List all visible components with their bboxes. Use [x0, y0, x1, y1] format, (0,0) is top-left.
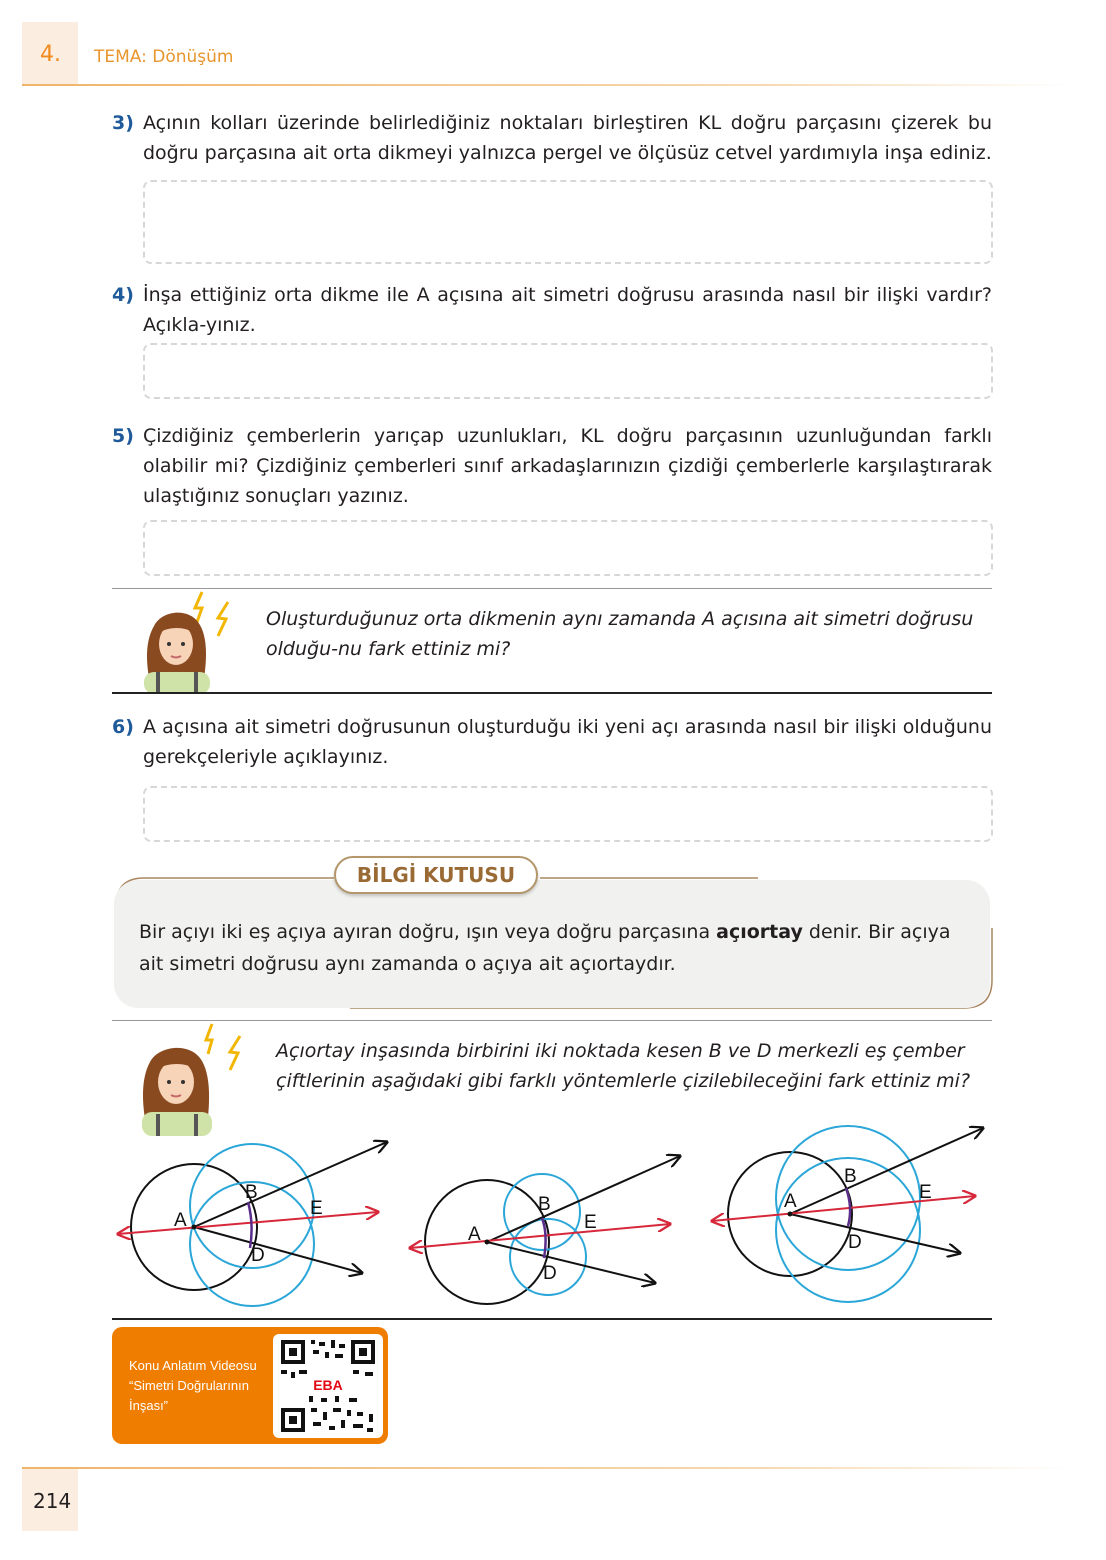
- label-a: A: [784, 1191, 797, 1212]
- info-box-text: [139, 916, 979, 980]
- unit-number-tab: [22, 22, 78, 86]
- girl-illustration-2: [140, 1020, 250, 1136]
- label-e: E: [584, 1212, 597, 1233]
- label-a: A: [174, 1210, 187, 1231]
- header-divider: [22, 84, 1072, 86]
- qr-brand-logo: EBA: [313, 1377, 343, 1393]
- question-number: 5): [112, 425, 134, 447]
- lightning-icon: [206, 1024, 212, 1054]
- note-text-1: Oluşturduğunuz orta dikmenin aynı zamanda A açısına ait simetri doğrusu olduğu-nu fark ettiniz mi?: [266, 608, 974, 660]
- info-box-title: BİLGİ KUTUSU: [334, 856, 538, 894]
- label-d: D: [543, 1263, 557, 1284]
- info-bold-term: açıortay: [716, 921, 803, 943]
- question-text: Çizdiğiniz çemberlerin yarıçap uzunlukları, KL doğru parçasının uzunluğundan farklı olabilir mi? Çizdiğiniz çemberleri sınıf arkadaşlarınızın çizdiği çemberlerle karşılaştırarak ulaştığınız sonuçları yazınız.: [143, 425, 992, 507]
- bisector-figures: [100, 1120, 1000, 1310]
- theme-title: TEMA: Dönüşüm: [94, 47, 234, 67]
- info-text-start: Bir açıyı iki eş açıya ayıran doğru, ışın veya doğru parçasına: [139, 921, 717, 943]
- note-top-divider: [112, 588, 992, 589]
- video-line-1: Konu Anlatım Videosu: [129, 1358, 257, 1373]
- lightning-icon: [195, 592, 202, 622]
- note-bottom-divider: [112, 692, 992, 694]
- arc-mark: [542, 1218, 546, 1258]
- note-text-2: Açıortay inşasında birbirini iki noktada kesen B ve D merkezli eş çember çiftlerinin aşağıdaki gibi farklı yöntemlerle çizilebileceğini fark ettiniz mi?: [276, 1040, 971, 1092]
- lower-ray: [487, 1242, 655, 1283]
- question-3: [112, 108, 992, 168]
- question-number: 3): [112, 112, 134, 134]
- figure-3: [712, 1126, 983, 1302]
- page-number-tab: [22, 1469, 78, 1531]
- qr-code[interactable]: [273, 1334, 383, 1438]
- label-b: B: [538, 1194, 551, 1215]
- bisector-line: [118, 1212, 378, 1234]
- figure-1: [118, 1142, 387, 1306]
- question-4: [112, 280, 992, 340]
- unit-number: 4.: [40, 42, 61, 67]
- question-6: [112, 712, 992, 772]
- info-text-end: denir. Bir açıya ait simetri doğrusu aynı zamanda o açıya ait açıortaydır.: [139, 921, 951, 975]
- answer-box-3[interactable]: [143, 180, 993, 264]
- question-5: [112, 421, 992, 511]
- figure-2: [410, 1156, 680, 1304]
- label-e: E: [919, 1182, 932, 1203]
- label-a: A: [468, 1224, 481, 1245]
- question-text: A açısına ait simetri doğrusunun oluşturduğu iki yeni açı arasında nasıl bir ilişki olduğunu gerekçeleriyle açıklayınız.: [143, 716, 992, 768]
- label-d: D: [251, 1245, 265, 1266]
- question-number: 4): [112, 284, 134, 306]
- lightning-icon: [218, 602, 228, 636]
- lower-ray: [194, 1227, 362, 1273]
- vertex-a: [192, 1225, 197, 1230]
- footer-divider: [22, 1467, 1072, 1469]
- answer-box-6[interactable]: [143, 786, 993, 842]
- vertex-a: [485, 1240, 490, 1245]
- bisector-line: [410, 1224, 670, 1248]
- figures-bottom-divider: [112, 1318, 992, 1320]
- qr-code-icon: [273, 1334, 383, 1438]
- question-number: 6): [112, 716, 134, 738]
- label-b: B: [245, 1182, 258, 1203]
- answer-box-4[interactable]: [143, 343, 993, 399]
- question-text: İnşa ettiğiniz orta dikme ile A açısına ait simetri doğrusu arasında nasıl bir ilişki vardır? Açıkla-yınız.: [143, 284, 992, 336]
- label-e: E: [310, 1198, 323, 1219]
- label-d: D: [848, 1232, 862, 1253]
- girl-illustration: [140, 588, 240, 694]
- label-b: B: [844, 1166, 857, 1187]
- lightning-icon: [230, 1036, 240, 1070]
- answer-box-5[interactable]: [143, 520, 993, 576]
- video-line-2: “Simetri Doğrularının: [129, 1378, 249, 1393]
- video-line-3: İnşası”: [129, 1398, 169, 1413]
- question-text: Açının kolları üzerinde belirlediğiniz noktaları birleştiren KL doğru parçasını çizerek bu doğru parçasına ait orta dikmeyi yalnızca pergel ve ölçüsüz cetvel yardımıyla inşa ediniz.: [143, 112, 992, 164]
- video-caption: [129, 1356, 269, 1416]
- upper-ray: [790, 1128, 983, 1214]
- bisector-line: [712, 1196, 975, 1221]
- lower-ray: [790, 1214, 960, 1253]
- page-number: 214: [33, 1489, 72, 1513]
- vertex-a: [788, 1212, 793, 1217]
